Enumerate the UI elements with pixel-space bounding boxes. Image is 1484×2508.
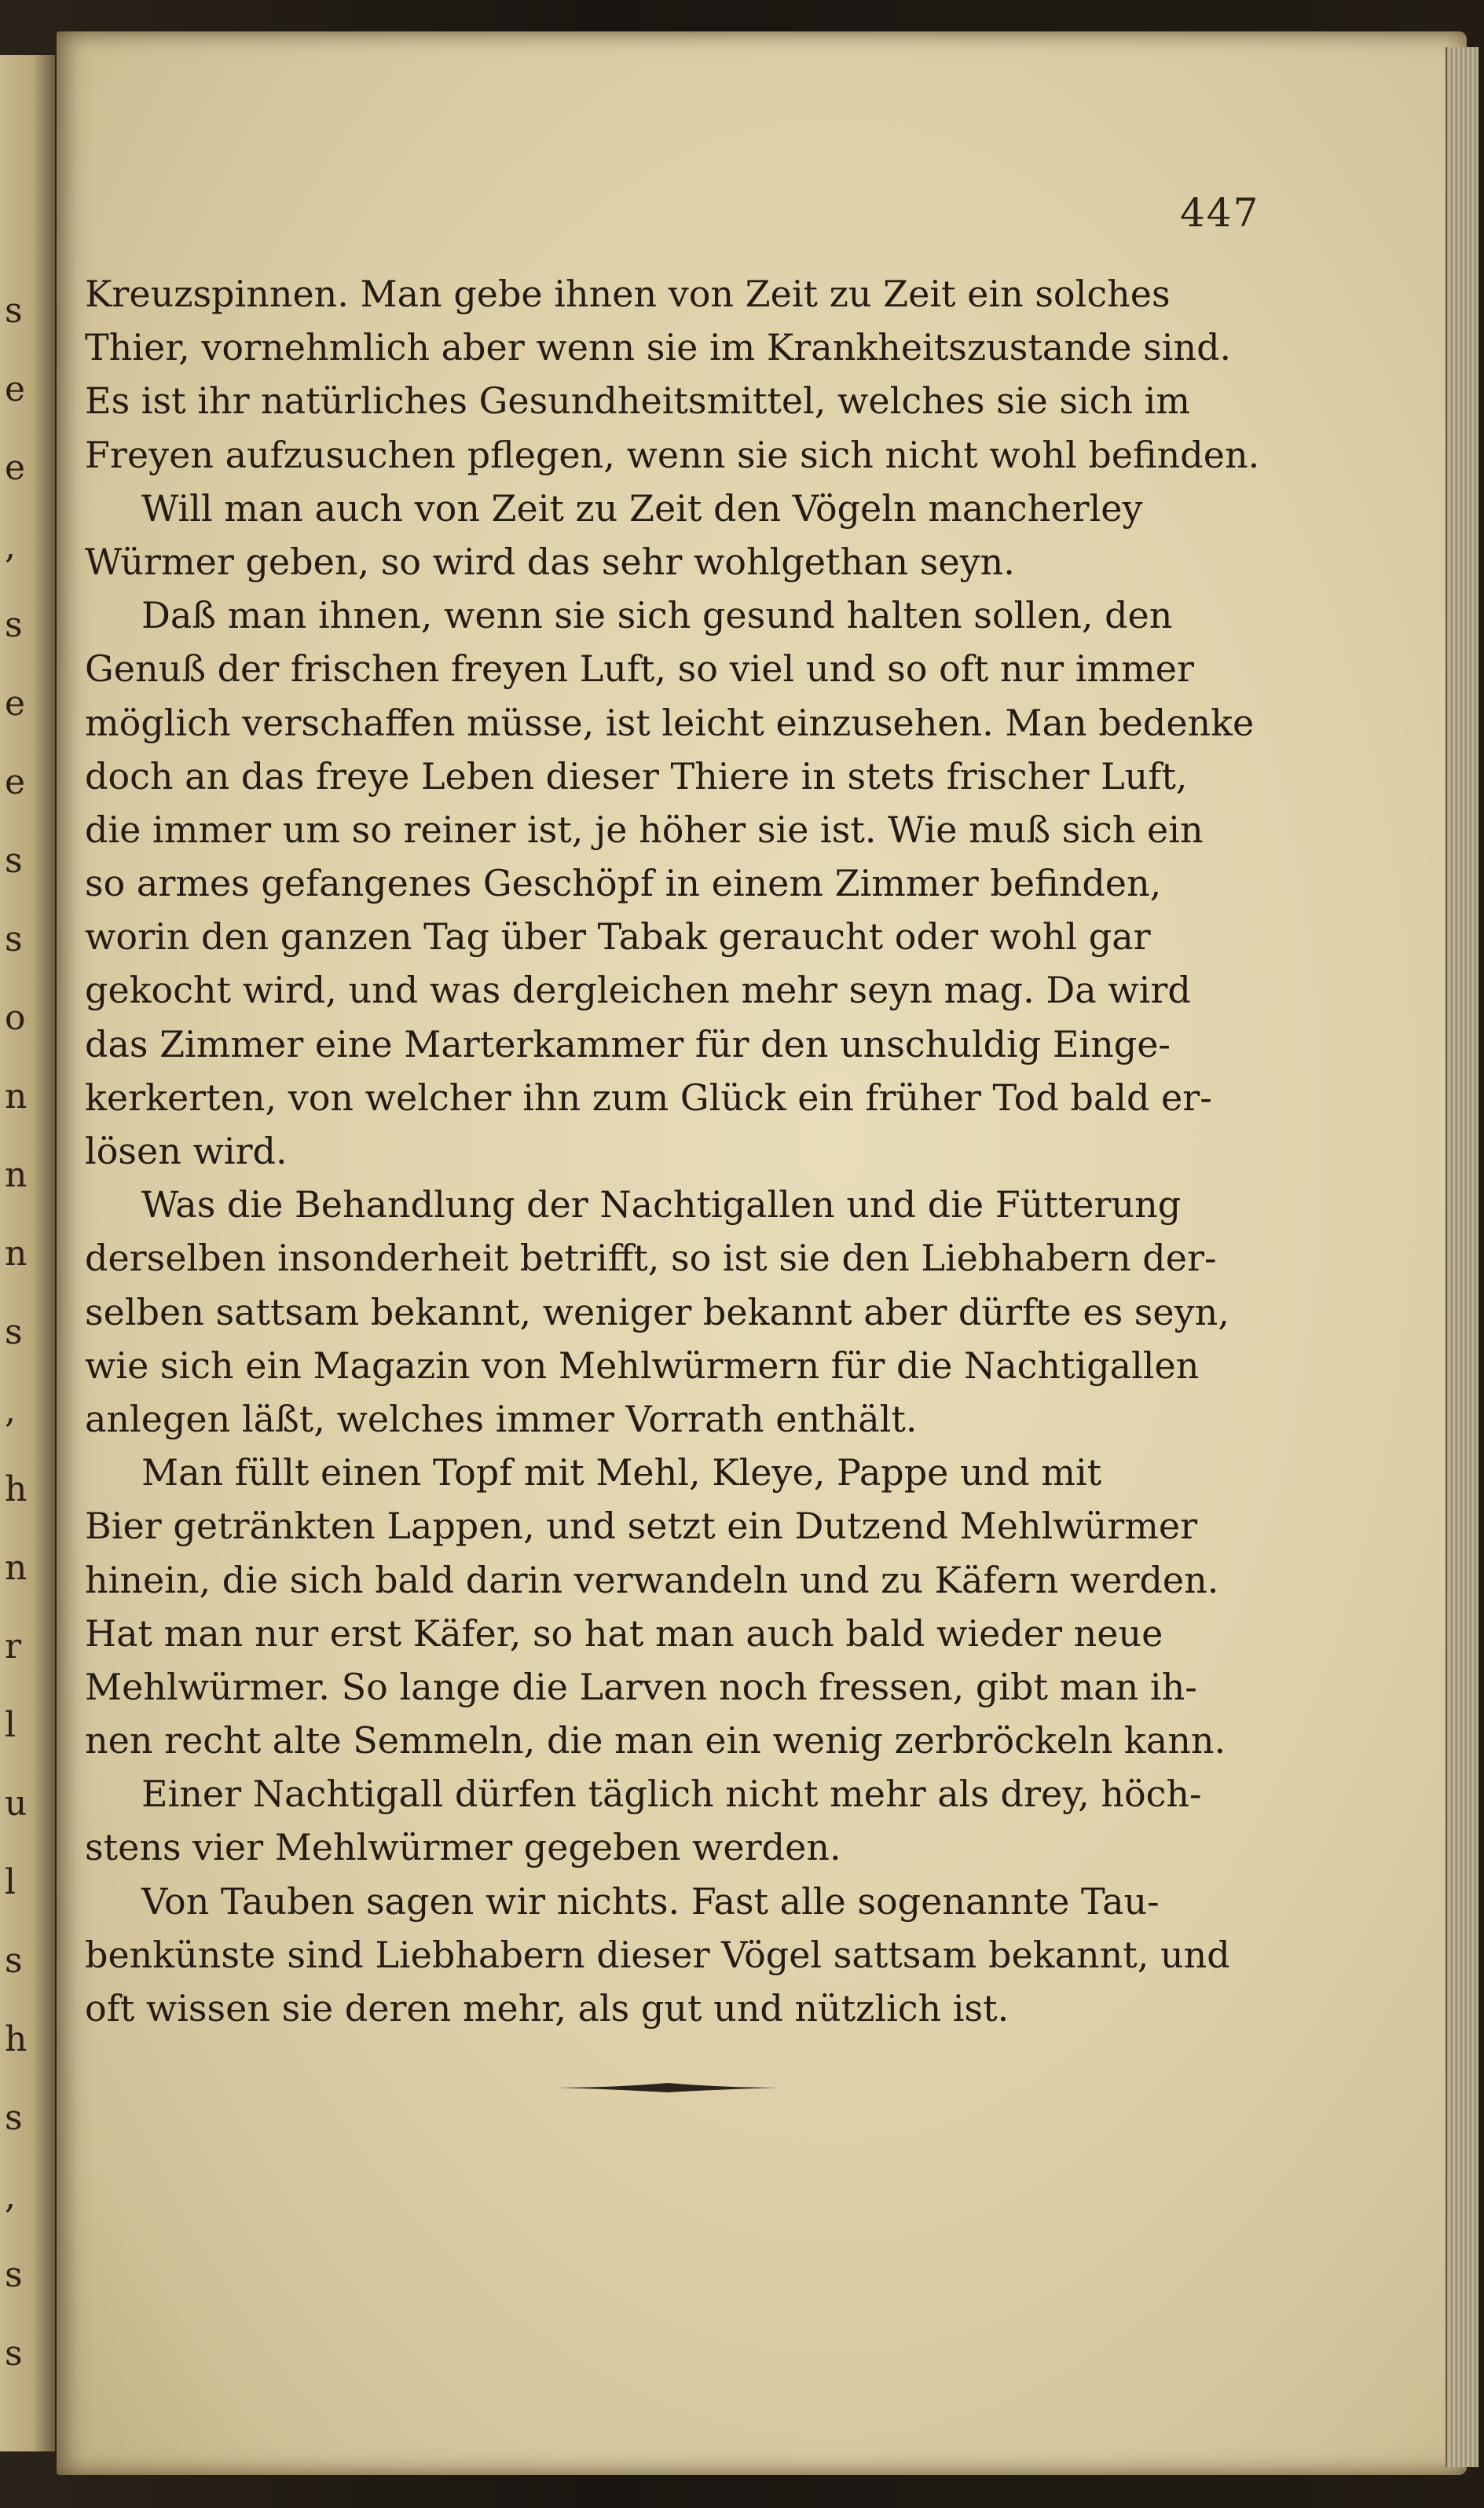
facing-page-char: s xyxy=(5,919,23,959)
facing-page-char: h xyxy=(5,1469,27,1509)
text-line: Bier getränkten Lappen, und setzt ein Dutzend Mehlwürmer xyxy=(85,1505,1198,1548)
text-line: oft wissen sie deren mehr, als gut und nützlich ist. xyxy=(85,1987,1009,2030)
text-line: Es ist ihr natürliches Gesundheitsmittel, welches sie sich im xyxy=(85,380,1190,423)
facing-page-char: , xyxy=(5,2176,16,2216)
facing-page-char: , xyxy=(5,1391,16,1431)
text-line: Mehlwürmer. So lange die Larven noch fressen, gibt man ih- xyxy=(85,1665,1197,1708)
text-line: Thier, vornehmlich aber wenn sie im Krankheitszustande sind. xyxy=(85,326,1232,369)
text-line: derselben insonderheit betrifft, so ist sie den Liebhabern der- xyxy=(85,1237,1217,1280)
text-line: so armes gefangenes Geschöpf in einem Zimmer befinden, xyxy=(85,862,1162,905)
text-line: Kreuzspinnen. Man gebe ihnen von Zeit zu Zeit ein solches xyxy=(85,273,1171,315)
body-text xyxy=(85,267,1279,2035)
text-line: wie sich ein Magazin von Mehlwürmern für die Nachtigallen xyxy=(85,1344,1200,1387)
text-line: Genuß der frischen freyen Luft, so viel und so oft nur immer xyxy=(85,647,1194,691)
facing-page-char: e xyxy=(5,369,26,409)
text-line: möglich verschaffen müsse, ist leicht einzusehen. Man bedenke xyxy=(85,701,1255,744)
text-line: nen recht alte Semmeln, die man ein wenig zerbröckeln kann. xyxy=(85,1719,1226,1762)
facing-page-char: n xyxy=(5,1076,27,1116)
facing-page-char: s xyxy=(5,2255,23,2295)
facing-page-char: o xyxy=(5,998,26,1038)
text-line: selben sattsam bekannt, weniger bekannt aber dürfte es seyn, xyxy=(85,1290,1229,1333)
facing-page-char: s xyxy=(5,1312,23,1352)
text-line: Was die Behandlung der Nachtigallen und die Fütterung xyxy=(141,1183,1182,1226)
text-line: Daß man ihnen, wenn sie sich gesund halten sollen, den xyxy=(141,594,1173,637)
text-line: Freyen aufzusuchen pflegen, wenn sie sich nicht wohl befinden. xyxy=(85,433,1260,476)
text-line: das Zimmer eine Marterkammer für den unschuldig Einge- xyxy=(85,1022,1171,1065)
page-number: 447 xyxy=(1180,190,1260,236)
text-line: stens vier Mehlwürmer gegeben werden. xyxy=(85,1826,841,1869)
facing-page-char: h xyxy=(5,2019,27,2059)
text-line: Man füllt einen Topf mit Mehl, Kleye, Pappe und mit xyxy=(141,1451,1102,1494)
facing-page-char: s xyxy=(5,2334,23,2374)
facing-page-char: e xyxy=(5,684,26,724)
text-line: doch an das freye Leben dieser Thiere in stets frischer Luft, xyxy=(85,754,1188,798)
facing-page-char: , xyxy=(5,526,16,566)
facing-page-char: e xyxy=(5,448,26,488)
facing-page-char: s xyxy=(5,841,23,881)
text-line: anlegen läßt, welches immer Vorrath enthält. xyxy=(85,1397,918,1440)
facing-page-char: n xyxy=(5,1155,27,1195)
text-line: lösen wird. xyxy=(85,1130,288,1172)
facing-page-char: s xyxy=(5,291,23,331)
text-line: Würmer geben, so wird das sehr wohlgethan seyn. xyxy=(85,540,1015,583)
facing-page-char: e xyxy=(5,762,26,802)
facing-page-char: l xyxy=(5,1705,16,1745)
facing-page-char: s xyxy=(5,605,23,645)
facing-page-char: n xyxy=(5,1234,27,1274)
facing-page-char: n xyxy=(5,1548,27,1588)
text-line: worin den ganzen Tag über Tabak geraucht oder wohl gar xyxy=(85,915,1151,959)
text-line: Hat man nur erst Käfer, so hat man auch bald wieder neue xyxy=(85,1612,1163,1655)
text-line: kerkerten, von welcher ihn zum Glück ein früher Tod bald er- xyxy=(85,1076,1212,1119)
text-line: hinein, die sich bald darin verwandeln und zu Käfern werden. xyxy=(85,1558,1219,1601)
text-line: gekocht wird, und was dergleichen mehr seyn mag. Da wird xyxy=(85,969,1191,1012)
facing-page-char: s xyxy=(5,2098,23,2138)
facing-page-char: r xyxy=(5,1626,22,1666)
end-ornament-rule xyxy=(558,2081,778,2095)
page-stack-edge xyxy=(1446,47,1479,2467)
facing-page-edge xyxy=(0,55,55,2451)
text-line: Einer Nachtigall dürfen täglich nicht mehr als drey, höch- xyxy=(141,1773,1202,1816)
text-line: Von Tauben sagen wir nichts. Fast alle sogenannte Tau- xyxy=(141,1879,1160,1923)
facing-page-char: u xyxy=(5,1784,27,1824)
text-line: die immer um so reiner ist, je höher sie ist. Wie muß sich ein xyxy=(85,808,1204,851)
facing-page-char: s xyxy=(5,1941,23,1981)
facing-page-char: l xyxy=(5,1862,16,1902)
text-line: benkünste sind Liebhabern dieser Vögel sattsam bekannt, und xyxy=(85,1933,1230,1976)
text-line: Will man auch von Zeit zu Zeit den Vögeln mancherley xyxy=(141,486,1143,530)
